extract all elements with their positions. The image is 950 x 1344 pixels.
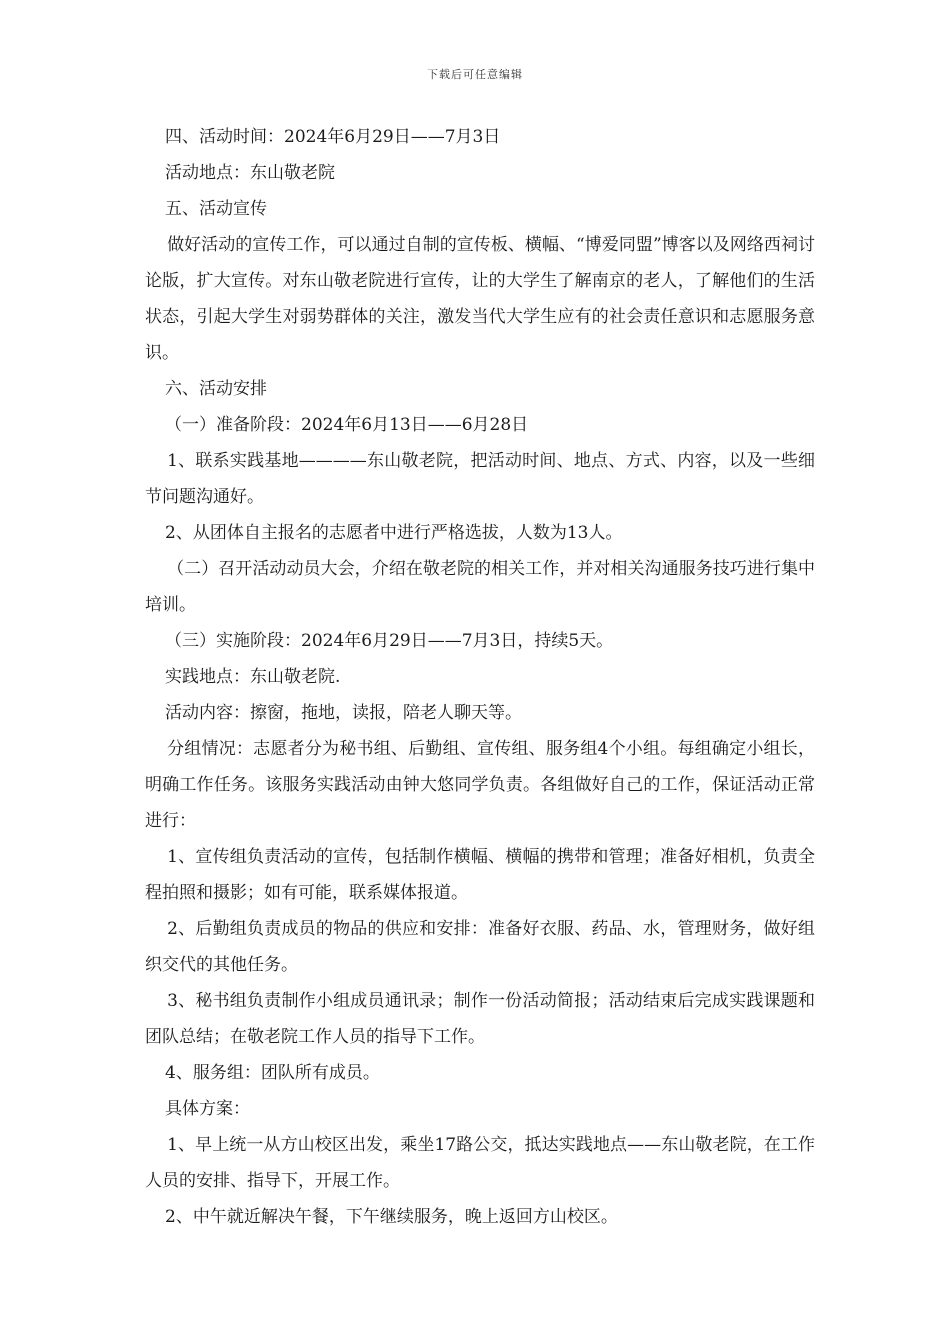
- plan-item-2: 2、中午就近解决午餐，下午继续服务，晚上返回方山校区。: [165, 1207, 618, 1227]
- implementation-stage: （三）实施阶段：2024年6月29日——7月3日，持续5天。: [165, 631, 614, 651]
- group-item-2: 2、后勤组负责成员的物品的供应和安排：准备好衣服、药品、水，管理财务，做好组织交代的其他任务。: [145, 919, 815, 975]
- preparation-stage: （一）准备阶段：2024年6月13日——6月28日: [165, 415, 529, 435]
- preparation-item-2: 2、从团体自主报名的志愿者中进行严格选拔，人数为13人。: [165, 523, 623, 543]
- plan-heading: 具体方案：: [165, 1099, 250, 1119]
- page-header: 下载后可任意编辑: [427, 68, 523, 81]
- activity-content: 活动内容：擦窗，拖地，读报，陪老人聊天等。: [165, 703, 522, 723]
- group-item-1: 1、宣传组负责活动的宣传，包括制作横幅、横幅的携带和管理；准备好相机，负责全程拍照和摄影；如有可能，联系媒体报道。: [145, 847, 815, 903]
- document-body: [145, 119, 815, 1235]
- group-item-3: 3、秘书组负责制作小组成员通讯录；制作一份活动简报；活动结束后完成实践课题和团队总结；在敬老院工作人员的指导下工作。: [145, 991, 815, 1047]
- practice-location: 实践地点：东山敬老院.: [165, 667, 341, 687]
- section-heading-arrangement: 六、活动安排: [165, 379, 267, 399]
- section-heading-publicity: 五、活动宣传: [165, 199, 267, 219]
- section-heading-activity-time: 四、活动时间：2024年6月29日——7月3日: [165, 127, 501, 147]
- preparation-item-1: 1、联系实践基地————东山敬老院，把活动时间、地点、方式、内容，以及一些细节问题沟通好。: [145, 451, 815, 507]
- activity-location: 活动地点：东山敬老院: [165, 163, 335, 183]
- mobilization-meeting-paragraph: （二）召开活动动员大会，介绍在敬老院的相关工作，并对相关沟通服务技巧进行集中培训。: [145, 559, 815, 615]
- plan-item-1: 1、早上统一从方山校区出发，乘坐17路公交，抵达实践地点——东山敬老院，在工作人员的安排、指导下，开展工作。: [145, 1135, 815, 1191]
- publicity-paragraph: 做好活动的宣传工作，可以通过自制的宣传板、横幅、“博爱同盟”博客以及网络西祠讨论版，扩大宣传。对东山敬老院进行宣传，让的大学生了解南京的老人，了解他们的生活状态，引起大学生对弱势群体的关注，激发当代大学生应有的社会责任意识和志愿服务意识。: [145, 235, 815, 363]
- group-item-4: 4、服务组：团队所有成员。: [165, 1063, 380, 1083]
- grouping-paragraph: 分组情况：志愿者分为秘书组、后勤组、宣传组、服务组4个小组。每组确定小组长，明确工作任务。该服务实践活动由钟大悠同学负责。各组做好自己的工作，保证活动正常进行：: [145, 739, 815, 831]
